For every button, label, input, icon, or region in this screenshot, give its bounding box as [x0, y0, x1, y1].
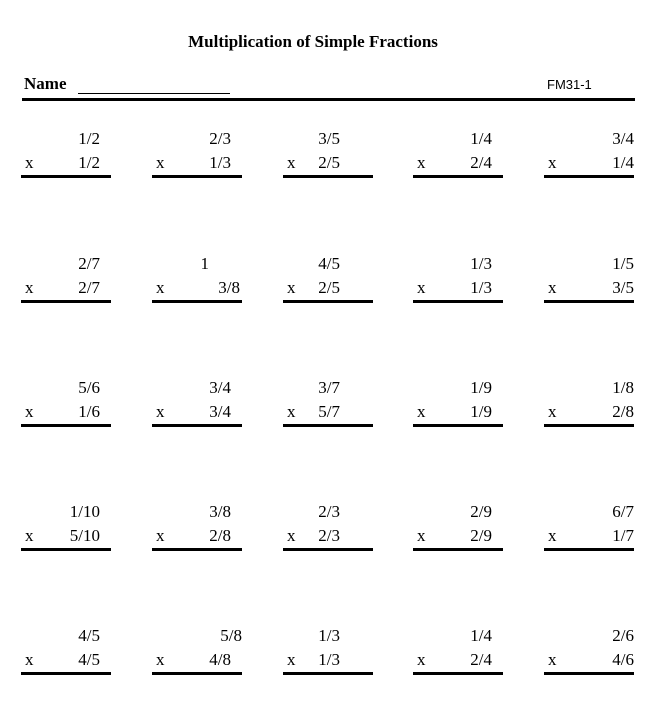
multiply-sign: x: [287, 402, 296, 421]
answer-line: [21, 424, 111, 427]
answer-line: [21, 672, 111, 675]
problem-3-1: [21, 378, 111, 428]
multiply-sign: x: [287, 278, 296, 297]
problem-3-2: [152, 378, 242, 428]
multiply-sign: x: [156, 526, 165, 545]
problem-top-fraction: 3/5: [318, 129, 340, 148]
answer-line: [283, 300, 373, 303]
problem-1-3: [283, 129, 373, 179]
problem-bottom-fraction: 1/4: [612, 153, 634, 172]
answer-line: [152, 672, 242, 675]
problem-bottom-fraction: 2/4: [470, 650, 492, 669]
problem-4-4: [413, 502, 503, 552]
problem-1-5: [544, 129, 634, 179]
problem-bottom-fraction: 5/10: [69, 526, 100, 545]
problem-5-4: [413, 626, 503, 676]
answer-line: [544, 300, 634, 303]
problem-2-5: [544, 254, 634, 304]
problem-top-fraction: 3/8: [209, 502, 231, 521]
problem-top-fraction: 1/8: [612, 378, 634, 397]
problem-top-fraction: 3/4: [612, 129, 634, 148]
problem-5-3: [283, 626, 373, 676]
problem-bottom-fraction: 1/2: [78, 153, 100, 172]
problem-top-fraction: 2/9: [470, 502, 492, 521]
problem-2-3: [283, 254, 373, 304]
problem-bottom-fraction: 3/5: [612, 278, 634, 297]
problem-top-fraction: 1/3: [318, 626, 340, 645]
problem-4-2: [152, 502, 242, 552]
problem-bottom-fraction: 1/9: [470, 402, 492, 421]
multiply-sign: x: [156, 278, 165, 297]
multiply-sign: x: [287, 526, 296, 545]
answer-line: [21, 300, 111, 303]
answer-line: [544, 175, 634, 178]
worksheet-title: Multiplication of Simple Fractions: [188, 32, 438, 51]
multiply-sign: x: [548, 526, 557, 545]
answer-line: [413, 548, 503, 551]
multiply-sign: x: [417, 402, 426, 421]
multiply-sign: x: [25, 278, 34, 297]
multiply-sign: x: [548, 402, 557, 421]
multiply-sign: x: [156, 153, 165, 172]
multiply-sign: x: [548, 153, 557, 172]
multiply-sign: x: [417, 526, 426, 545]
problem-bottom-fraction: 2/3: [318, 526, 340, 545]
answer-line: [413, 300, 503, 303]
answer-line: [21, 548, 111, 551]
multiply-sign: x: [25, 526, 34, 545]
multiply-sign: x: [156, 402, 165, 421]
worksheet-code: FM31-1: [547, 77, 592, 92]
problem-bottom-fraction: 3/4: [209, 402, 231, 421]
answer-line: [283, 672, 373, 675]
multiply-sign: x: [417, 650, 426, 669]
problem-top-fraction: 3/7: [318, 378, 340, 397]
problem-2-2: [152, 254, 242, 304]
problem-top-fraction: 1/4: [470, 129, 492, 148]
problem-bottom-fraction: 3/8: [218, 278, 240, 297]
problem-top-fraction: 2/3: [318, 502, 340, 521]
answer-line: [21, 175, 111, 178]
answer-line: [152, 300, 242, 303]
problem-top-fraction: 6/7: [612, 502, 634, 521]
problem-1-4: [413, 129, 503, 179]
answer-line: [283, 548, 373, 551]
multiply-sign: x: [287, 650, 296, 669]
problem-4-1: [21, 502, 111, 552]
problem-bottom-fraction: 1/3: [209, 153, 231, 172]
multiply-sign: x: [25, 402, 34, 421]
problem-bottom-fraction: 4/6: [612, 650, 634, 669]
problem-3-3: [283, 378, 373, 428]
problem-4-3: [283, 502, 373, 552]
problem-bottom-fraction: 5/7: [318, 402, 340, 421]
problem-bottom-fraction: 4/5: [78, 650, 100, 669]
problem-top-fraction: 1/2: [78, 129, 100, 148]
problem-3-5: [544, 378, 634, 428]
problem-top-fraction: 2/7: [78, 254, 100, 273]
problem-top-fraction: 5/6: [78, 378, 100, 397]
answer-line: [413, 424, 503, 427]
answer-line: [152, 548, 242, 551]
multiply-sign: x: [417, 278, 426, 297]
multiply-sign: x: [25, 153, 34, 172]
answer-line: [544, 548, 634, 551]
problem-bottom-fraction: 2/8: [612, 402, 634, 421]
problem-bottom-fraction: 2/8: [209, 526, 231, 545]
problem-bottom-fraction: 2/5: [318, 278, 340, 297]
problem-top-fraction: 4/5: [78, 626, 100, 645]
problem-bottom-fraction: 4/8: [209, 650, 231, 669]
problem-1-1: [21, 129, 111, 179]
problem-5-2: [152, 626, 242, 676]
multiply-sign: x: [548, 278, 557, 297]
problem-top-fraction: 1/3: [470, 254, 492, 273]
problem-bottom-fraction: 1/3: [470, 278, 492, 297]
multiply-sign: x: [417, 153, 426, 172]
problem-top-fraction: 1/10: [69, 502, 100, 521]
problem-top-fraction: 1/5: [612, 254, 634, 273]
problem-bottom-fraction: 2/4: [470, 153, 492, 172]
problem-top-fraction: 3/4: [209, 378, 231, 397]
multiply-sign: x: [25, 650, 34, 669]
answer-line: [283, 424, 373, 427]
problem-top-fraction: 2/6: [612, 626, 634, 645]
answer-line: [152, 175, 242, 178]
problem-5-5: [544, 626, 634, 676]
problem-2-4: [413, 254, 503, 304]
problem-bottom-fraction: 1/6: [78, 402, 100, 421]
answer-line: [413, 672, 503, 675]
problem-top-fraction: 1: [200, 254, 209, 273]
problem-top-fraction: 1/9: [470, 378, 492, 397]
answer-line: [544, 672, 634, 675]
problem-top-fraction: 2/3: [209, 129, 231, 148]
multiply-sign: x: [548, 650, 557, 669]
problem-2-1: [21, 254, 111, 304]
problem-3-4: [413, 378, 503, 428]
answer-line: [544, 424, 634, 427]
problem-bottom-fraction: 2/5: [318, 153, 340, 172]
problem-4-5: [544, 502, 634, 552]
problem-top-fraction: 1/4: [470, 626, 492, 645]
problem-bottom-fraction: 1/3: [318, 650, 340, 669]
answer-line: [283, 175, 373, 178]
problem-bottom-fraction: 2/9: [470, 526, 492, 545]
answer-line: [152, 424, 242, 427]
name-label: Name: [24, 74, 67, 93]
problem-bottom-fraction: 1/7: [612, 526, 634, 545]
problem-5-1: [21, 626, 111, 676]
problem-top-fraction: 4/5: [318, 254, 340, 273]
problem-1-2: [152, 129, 242, 179]
multiply-sign: x: [287, 153, 296, 172]
answer-line: [413, 175, 503, 178]
problem-bottom-fraction: 2/7: [78, 278, 100, 297]
problem-top-fraction: 5/8: [220, 626, 242, 645]
multiply-sign: x: [156, 650, 165, 669]
